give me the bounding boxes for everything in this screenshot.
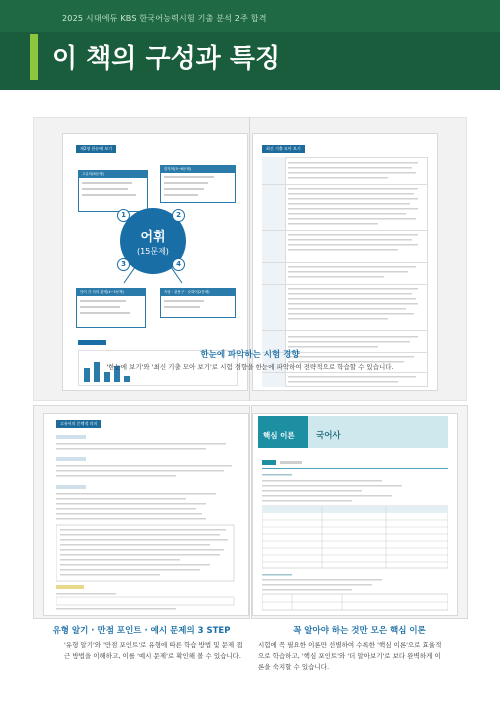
page-a-tab: 제2영 한눈에 보기 — [76, 145, 116, 153]
section1-title: 한눈에 파악하는 시험 경향 — [200, 350, 300, 360]
mindmap-number-3: 3 — [117, 258, 130, 271]
mindmap-box-4-head: 속담 · 관용구 · 순화어(2문제) — [161, 289, 235, 296]
mini-bar — [104, 372, 110, 382]
header-accent-bar — [30, 34, 38, 80]
page-c-content — [56, 433, 240, 611]
page-c-tab: 고유어의 문맥적 의미 — [56, 420, 101, 428]
header-subtitle: 2025 시대에듀 KBS 한국어능력시험 기출 분석 2주 합격 — [62, 14, 267, 23]
center-topic-count: (15문제) — [137, 247, 169, 256]
mindmap-number-4: 4 — [172, 258, 185, 271]
page-title: 이 책의 구성과 특징 — [52, 44, 281, 74]
mini-tab — [78, 340, 106, 345]
mini-bar — [124, 376, 130, 382]
chapter-label: 핵심 이론 — [263, 431, 295, 440]
center-topic-title: 어휘 — [140, 230, 166, 245]
section1-desc: '한눈에 보기'와 '최신 기출 모아 보기'로 시험 경향을 한눈에 파악하여 전략적으로 학습할 수 있습니다. — [106, 363, 394, 371]
section3-desc: 시험에 꼭 필요한 이론만 선별하여 수록한 '핵심 이론'으로 효율적으로 학습하고, '핵심 포인트'와 '더 알아보기'로 보다 완벽하게 이론을 숙지할 수 있습니다. — [258, 641, 442, 671]
section2-desc: '유형 알기'와 '만점 포인트'로 유형에 따른 학습 방법 및 문제 접근 방법을 이해하고, 이를 '예시 문제'로 확인해 볼 수 있습니다. — [64, 641, 243, 660]
mindmap-box-1-head: 고유어(8문제) — [79, 171, 147, 178]
page-b-tab: 최신 기출 모아 보기 — [262, 145, 305, 153]
mindmap-box-3-head: 단어 간 의미 관계(4~5문제) — [77, 289, 145, 296]
mindmap-number-1: 1 — [117, 209, 130, 222]
section3-title: 꼭 알아야 하는 것만 모은 핵심 이론 — [293, 626, 426, 636]
mindmap-number-2: 2 — [172, 209, 185, 222]
mindmap-box-2-head: 한자어(5~6문제) — [161, 166, 235, 173]
section2-title: 유형 알기 · 만점 포인트 · 예시 문제의 3 STEP — [52, 626, 231, 636]
page-bottom — [0, 697, 500, 707]
chapter-subject: 국어사 — [316, 431, 341, 441]
page-d-content — [262, 452, 448, 612]
